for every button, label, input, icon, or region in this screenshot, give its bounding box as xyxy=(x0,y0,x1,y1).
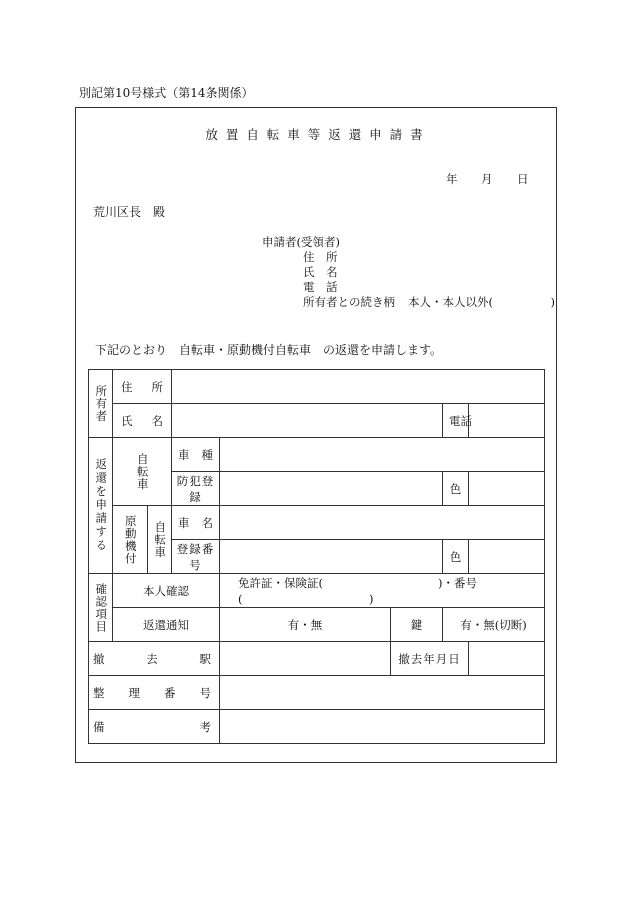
owner-phone-label: 電 話 xyxy=(443,404,469,438)
reference-number-field[interactable] xyxy=(220,676,545,710)
identity-docs[interactable]: 免許証・保険証( )・番号( ) xyxy=(220,574,545,608)
vehicle-type-label: 車 種 xyxy=(172,438,220,472)
removal-date-field[interactable] xyxy=(469,642,545,676)
applicant-relation-options: 本人・本人以外( ) xyxy=(408,295,555,309)
applicant-name-label: 氏 名 xyxy=(303,265,338,279)
applicant-phone-label: 電 話 xyxy=(303,280,338,294)
header-note: 別記第10号様式（第14条関係） xyxy=(79,86,254,100)
key-value[interactable]: 有・無(切断) xyxy=(443,608,545,642)
applicant-relation-label: 所有者との続き柄 xyxy=(303,295,395,309)
vehicle-name-label: 車 名 xyxy=(172,506,220,540)
removal-station-label: 撤 去 駅 xyxy=(89,642,220,676)
moped-color-label: 色 xyxy=(443,540,469,574)
registration-number-field[interactable] xyxy=(220,540,443,574)
remarks-label: 備 考 xyxy=(89,710,220,744)
bicycle-color-field[interactable] xyxy=(469,472,545,506)
owner-name-field[interactable] xyxy=(172,404,443,438)
bicycle-color-label: 色 xyxy=(443,472,469,506)
moped-header: 原動機付 xyxy=(113,506,148,574)
identity-check-label: 本人確認 xyxy=(113,574,220,608)
owner-name-label: 氏 名 xyxy=(113,404,172,438)
return-notice-value[interactable]: 有・無 xyxy=(220,608,391,642)
owner-address-field[interactable] xyxy=(172,370,545,404)
vehicle-name-field[interactable] xyxy=(220,506,545,540)
moped-bicycle-header: 自転車 xyxy=(148,506,172,574)
vehicle-type-field[interactable] xyxy=(220,438,545,472)
application-table xyxy=(88,369,545,744)
removal-station-field[interactable] xyxy=(220,642,391,676)
form-title: 放 置 自 転 車 等 返 還 申 請 書 xyxy=(205,127,425,142)
crime-registration-label: 防犯登録 xyxy=(172,472,220,506)
intro-text: 下記のとおり 自転車・原動機付自転車 の返還を申請します。 xyxy=(95,343,443,357)
return-notice-label: 返還通知 xyxy=(113,608,220,642)
applicant-address-label: 住 所 xyxy=(303,250,338,264)
applicant-heading: 申請者(受領者) xyxy=(262,235,340,249)
key-label: 鍵 xyxy=(391,608,443,642)
removal-date-label: 撤去年月日 xyxy=(391,642,469,676)
addressee: 荒川区長 殿 xyxy=(93,205,166,219)
owner-address-label: 住 所 xyxy=(113,370,172,404)
bicycle-header: 自転車 xyxy=(113,438,172,506)
date-year: 年 xyxy=(446,172,458,186)
return-request-header: 返還を申請する xyxy=(89,438,113,574)
date-day: 日 xyxy=(517,172,529,186)
reference-number-label: 整 理 番 号 xyxy=(89,676,220,710)
remarks-field[interactable] xyxy=(220,710,545,744)
owner-phone-field[interactable] xyxy=(469,404,545,438)
owner-header: 所有者 xyxy=(89,370,113,438)
moped-color-field[interactable] xyxy=(469,540,545,574)
registration-number-label: 登録番号 xyxy=(172,540,220,574)
check-items-header: 確認項目 xyxy=(89,574,113,642)
date-month: 月 xyxy=(481,172,493,186)
crime-registration-field[interactable] xyxy=(220,472,443,506)
